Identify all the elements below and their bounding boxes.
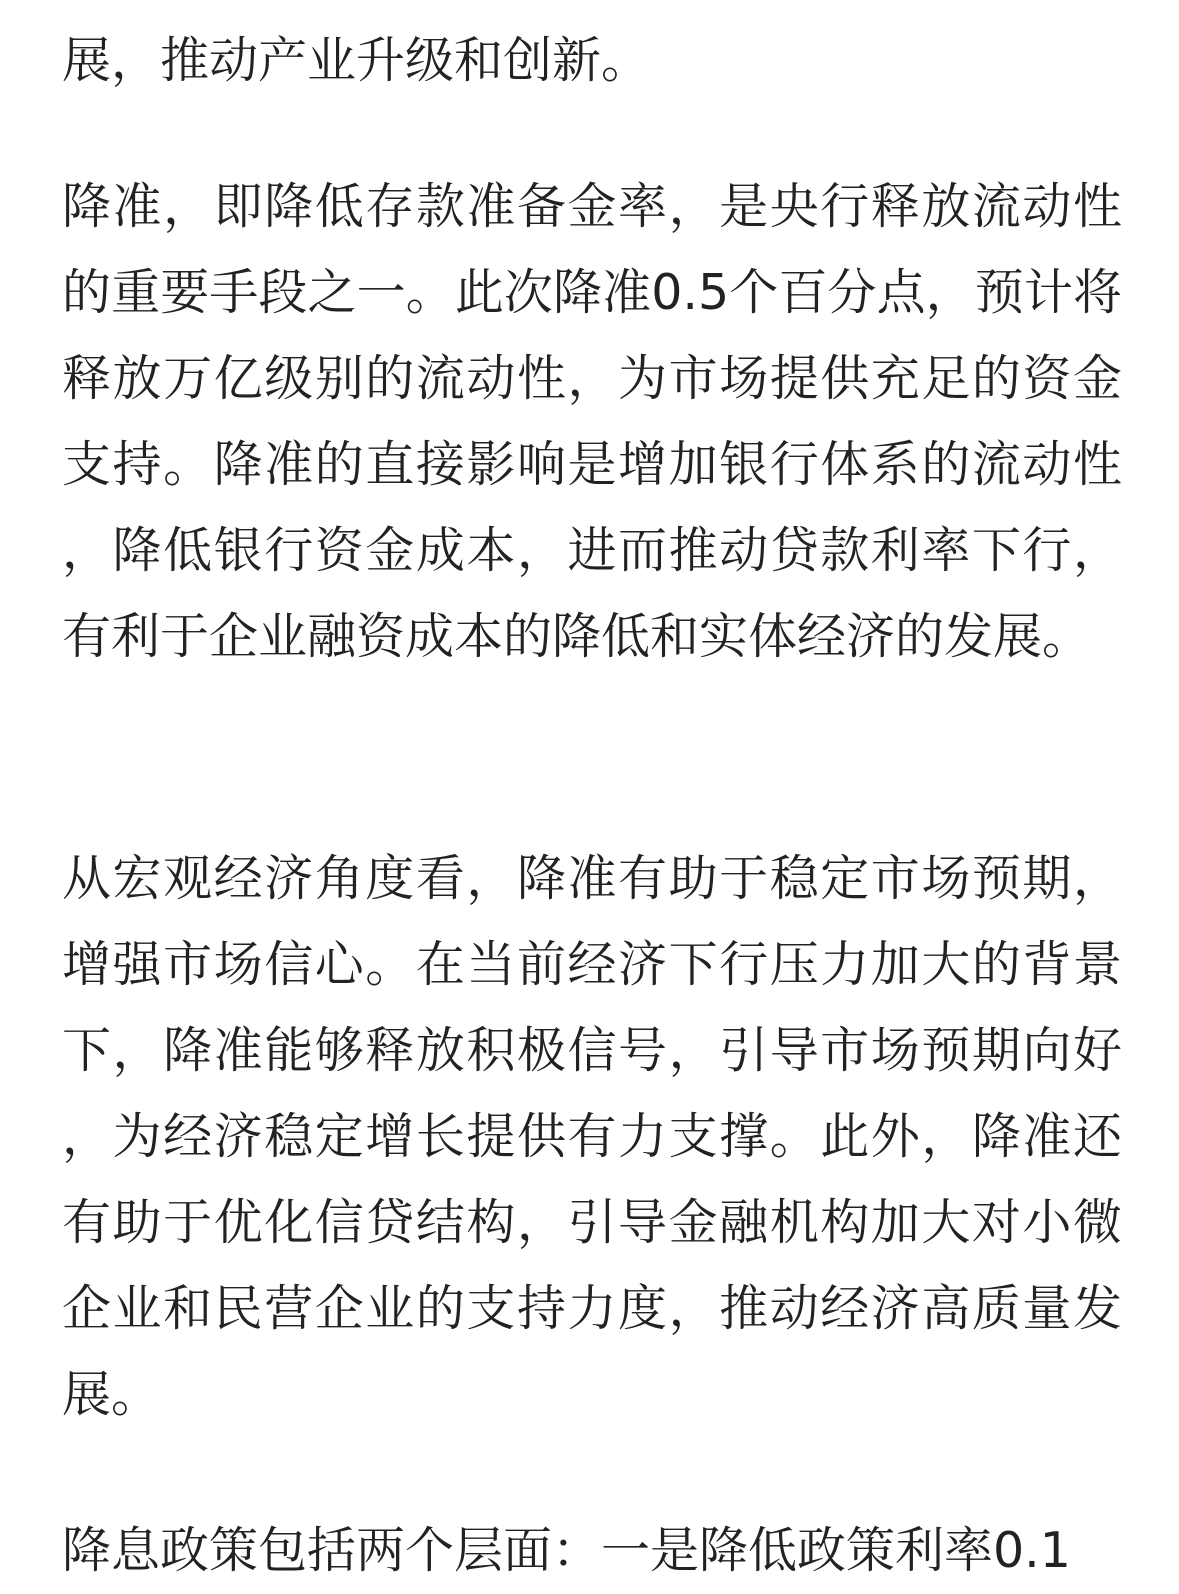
paragraph-continuation: 展，推动产业升级和创新。 bbox=[62, 32, 651, 89]
paragraph-macro-view: 从宏观经济角度看，降准有助于稳定市场预期，增强市场信心。在当前经济下行压力加大的背景下，降准能够释放积极信号，引导市场预期向好，为经济稳定增长提供有力支撑。此外，降准还有助于优化信贷结构，引导金融机构加大对小微企业和民营企业的支持力度，推动经济高质量发展。 bbox=[62, 850, 1122, 1423]
paragraph-rrr-cut: 降准，即降低存款准备金率，是央行释放流动性的重要手段之一。此次降准0.5个百分点，预计将释放万亿级别的流动性，为市场提供充足的资金支持。降准的直接影响是增加银行体系的流动性，降低银行资金成本，进而推动贷款利率下行，有利于企业融资成本的降低和实体经济的发展。 bbox=[62, 178, 1122, 665]
paragraph-rate-cut-partial: 降息政策包括两个层面：一是降低政策利率0.1 bbox=[62, 1522, 1071, 1579]
